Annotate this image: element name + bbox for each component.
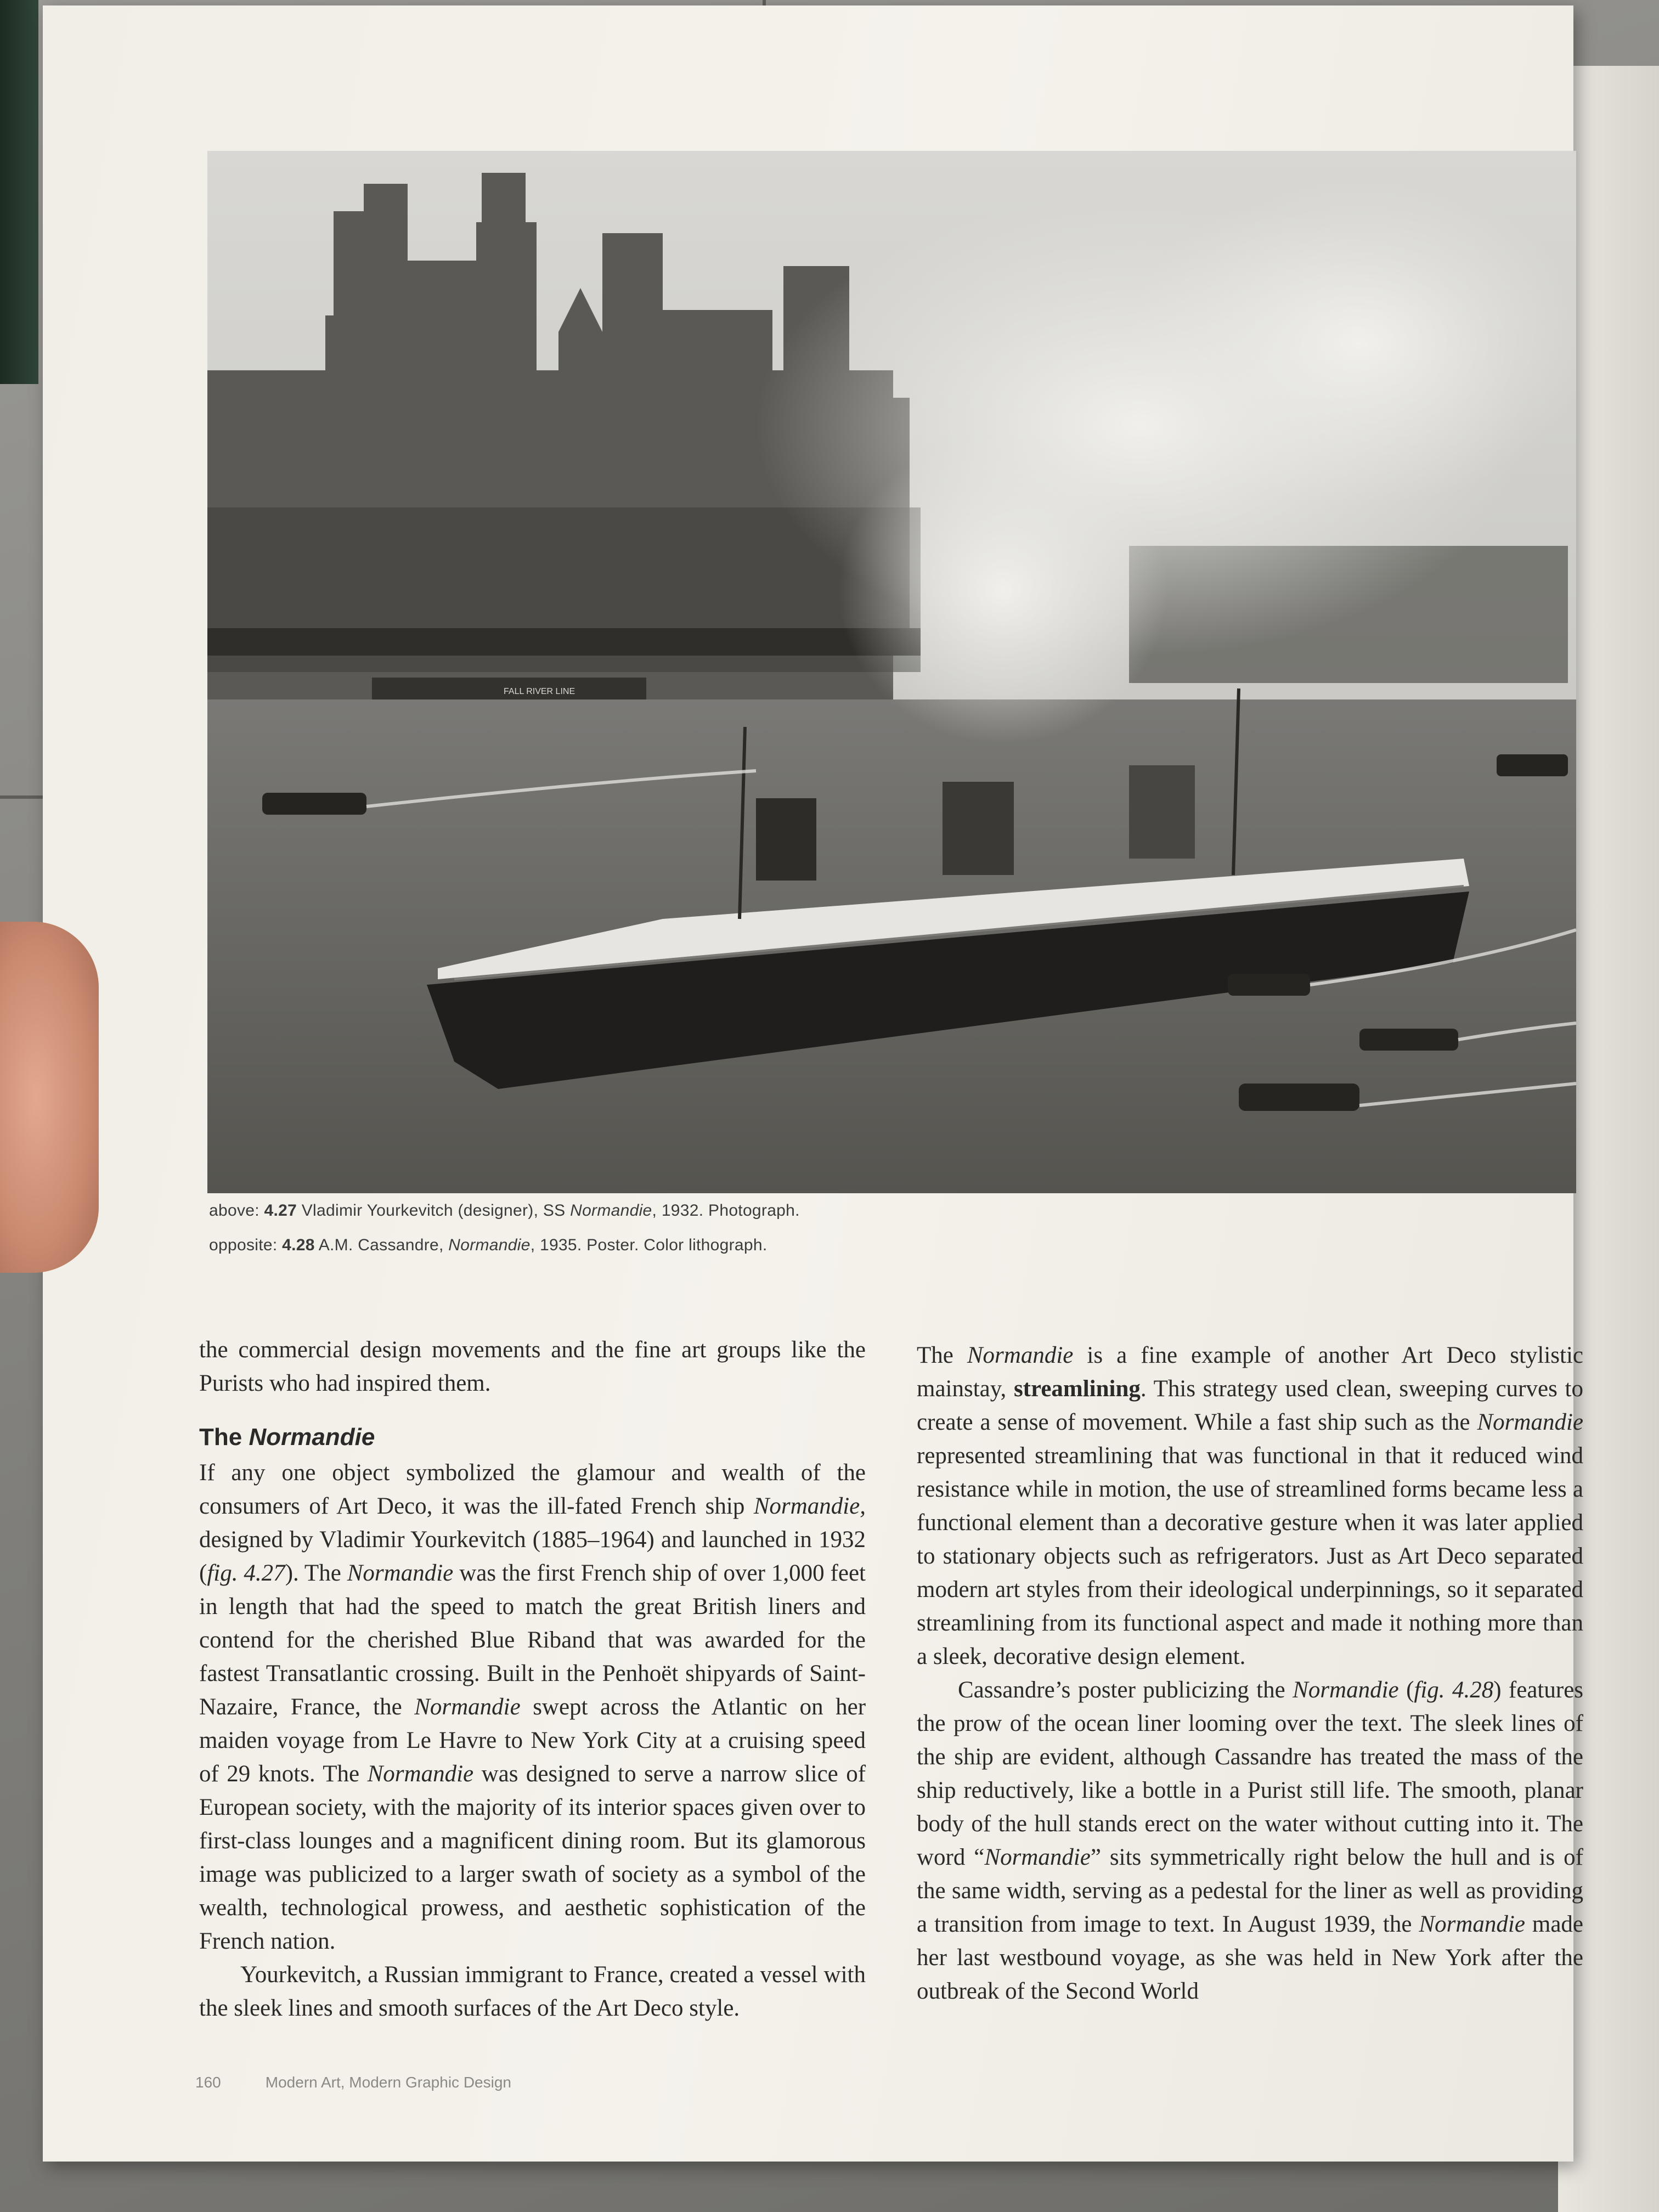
section-heading: [199, 1422, 866, 1453]
caption-above: [209, 1201, 800, 1220]
text-run: ). The: [285, 1560, 341, 1586]
text-run: (: [1406, 1677, 1414, 1703]
text-run: . This strategy used clean, sweeping curves to create a sense of movement. While a fast ship such as the: [917, 1376, 1583, 1435]
text-run: The: [917, 1342, 953, 1368]
green-object: [0, 0, 38, 384]
caption-opposite-prefix: opposite:: [209, 1236, 278, 1254]
right-column: [917, 1339, 1583, 2008]
text-run: swept across the Atlantic on her maiden voyage from Le Havre to New York City at a cruising speed of 29 knots. The: [199, 1694, 866, 1787]
page-number: 160: [195, 2074, 221, 2091]
page-footer: [195, 2074, 511, 2091]
text-run: was the first French ship of over 1,000 feet in length that had the speed to match the great British liners and contend for the cherished Blue Riband that was awarded for the fastest Transatlantic crossing. Built in the Penhoët shipyards of Saint-Nazaire, France, the: [199, 1560, 866, 1720]
text-run: If any one object symbolized the glamour and wealth of the consumers of Art Deco, it was the ill-fated French ship: [199, 1460, 866, 1519]
photo-illustration: [207, 151, 1576, 1193]
bold-term: streamlining: [1013, 1376, 1141, 1402]
italic-run: Normandie: [347, 1560, 454, 1586]
pier: [207, 628, 921, 656]
text-run: Cassandre’s poster publicizing the: [958, 1677, 1285, 1703]
caption-above-number: 4.27: [264, 1201, 297, 1220]
italic-run: Normandie: [1419, 1911, 1525, 1937]
smoke-cloud: [1129, 178, 1576, 507]
text-run: was designed to serve a narrow slice of European society, with the majority of its interior spaces given over to first-class lounges and a magnificent dining room. But its glamorous image was publicized to a larger swath of society as a symbol of the wealth, technological prowess, and aesthetic sophistication of the French nation.: [199, 1761, 866, 1954]
caption-above-text: Vladimir Yourkevitch (designer), SS: [301, 1201, 566, 1220]
body-paragraph: [917, 1339, 1583, 1673]
italic-run: Normandie: [414, 1694, 521, 1720]
section-heading-italic: Normandie: [249, 1424, 375, 1451]
book-title: Modern Art, Modern Graphic Design: [265, 2074, 511, 2091]
italic-run: Normandie: [967, 1342, 1074, 1368]
left-column: [199, 1333, 866, 2025]
text-run: ” sits symmetrically right below the hull and is of the same width, serving as a pedestal for the liner as well as providing a transition from image to text. In August 1939, the: [917, 1844, 1583, 1937]
caption-above-prefix: above:: [209, 1201, 259, 1220]
italic-run: Normandie,: [753, 1493, 866, 1519]
photograph-normandie: [207, 151, 1576, 1193]
section-heading-text: The: [199, 1424, 242, 1451]
book-page: [43, 5, 1584, 2162]
caption-opposite-italic: Normandie: [448, 1236, 531, 1254]
text-run: represented streamlining that was functional in that it reduced wind resistance while in motion, the use of streamlined forms became less a functional element than a decorative gesture when it was later applied to stationary objects such as refrigerators. Just as Art Deco separated modern art styles from their ideological underpinnings, so it separated streamlining from its functional aspect and made it nothing more than a sleek, decorative design element.: [917, 1443, 1583, 1669]
floor-tile-line: [0, 795, 44, 799]
caption-above-italic: Normandie: [570, 1201, 652, 1220]
italic-run: Normandie: [1293, 1677, 1399, 1703]
caption-opposite-number: 4.28: [282, 1236, 315, 1254]
figure-reference: fig. 4.27: [207, 1560, 285, 1586]
body-paragraph: [917, 1673, 1583, 2008]
caption-opposite-text: A.M. Cassandre,: [318, 1236, 444, 1254]
italic-run: Normandie: [984, 1844, 1091, 1870]
caption-opposite-suffix: , 1935. Poster. Color lithograph.: [530, 1236, 768, 1254]
text-run: is a fine example of another Art Deco stylistic mainstay,: [917, 1342, 1583, 1402]
caption-above-suffix: , 1932. Photograph.: [652, 1201, 800, 1220]
figure-reference: fig. 4.28: [1414, 1677, 1494, 1703]
italic-run: Normandie: [367, 1761, 474, 1787]
caption-opposite: [209, 1236, 768, 1255]
smoke-cloud: [838, 436, 1167, 743]
body-paragraph: [199, 1456, 866, 1958]
text-run: ) features the prow of the ocean liner looming over the text. The sleek lines of the ship are evident, although Cassandre has treated the mass of the ship reductively, like a bottle in a Purist still life. The smooth, planar body of the hull stands erect on the water without cutting into it. The word “: [917, 1677, 1584, 1870]
photo-sign: FALL RIVER LINE: [504, 687, 575, 696]
italic-run: Normandie: [1477, 1409, 1583, 1435]
text-run: made her last westbound voyage, as she was held in New York after the outbreak of the Second World: [917, 1911, 1584, 2004]
intro-paragraph: the commercial design movements and the fine art groups like the Purists who had inspired them.: [199, 1337, 866, 1396]
body-paragraph: Yourkevitch, a Russian immigrant to France, created a vessel with the sleek lines and smooth surfaces of the Art Deco style.: [199, 1962, 866, 2021]
thumb: [0, 922, 99, 1273]
text-run: designed by Vladimir Yourkevitch (1885–1964) and launched in 1932 (: [199, 1527, 866, 1586]
